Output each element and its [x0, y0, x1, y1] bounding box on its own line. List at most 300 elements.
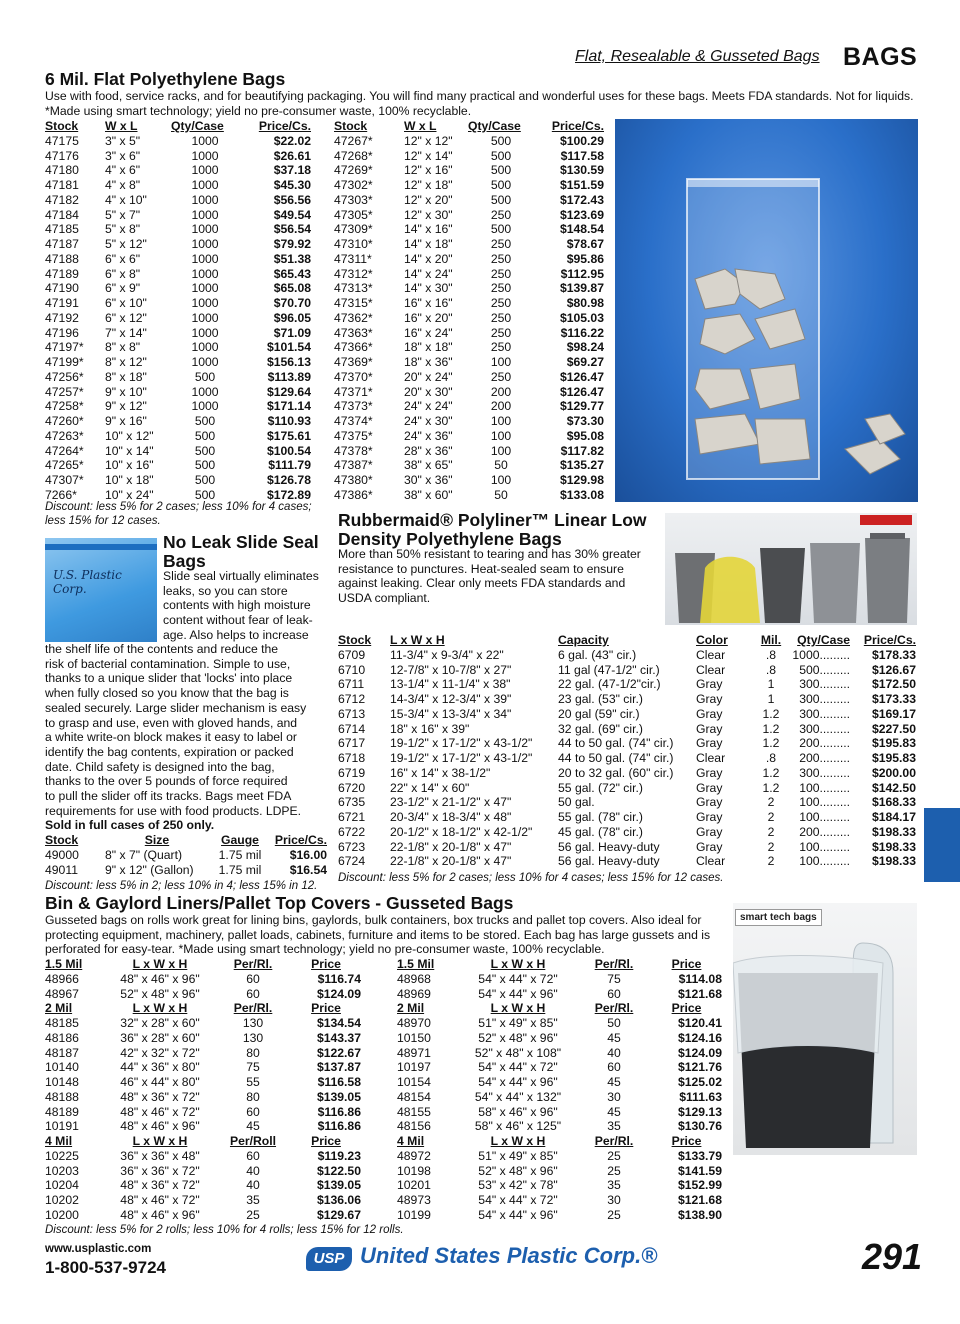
table-cell: 1.2 — [762, 780, 780, 795]
table-cell: 3" x 5" — [105, 133, 141, 148]
table-cell: 10" x 14" — [105, 443, 154, 458]
table-cell: $141.59 — [677, 1163, 722, 1178]
table-cell: 40 — [246, 1163, 260, 1178]
table-cell: $137.87 — [316, 1060, 361, 1075]
table-cell: 47375* — [334, 428, 373, 443]
table-cell: 50 — [494, 458, 508, 473]
table-cell: 32 gal. (69" cir.) — [558, 721, 643, 736]
trash-cans-illustration — [665, 513, 917, 625]
table-row — [397, 1193, 722, 1208]
table-cell: $125.02 — [677, 1075, 722, 1089]
table-cell: 47265* — [45, 458, 84, 473]
table-cell: 47199* — [45, 355, 84, 369]
table-cell: Gray — [696, 780, 723, 795]
rubbermaid-title-line1: Rubbermaid® Polyliner™ Linear Low — [338, 510, 647, 530]
table-cell: 2 — [767, 854, 775, 869]
table-row — [45, 149, 311, 164]
table-cell: 25 — [607, 1207, 621, 1222]
table-cell: 48" x 36" x 72" — [120, 1089, 200, 1104]
header-gauge: Gauge — [221, 833, 259, 847]
table-cell: 15-3/4" x 13-3/4" x 34" — [390, 706, 512, 721]
table-cell: 200 — [490, 399, 512, 414]
table-row — [334, 444, 604, 459]
smart-tech-label: smart tech bags — [735, 909, 822, 926]
table-cell: 48155 — [397, 1104, 431, 1119]
header-qty: Qty/Case — [797, 633, 850, 647]
table-cell: $114.08 — [678, 971, 722, 986]
table-cell: 16" x 14" x 38-1/2" — [390, 765, 491, 780]
table-cell: 47313* — [334, 281, 373, 296]
table-cell: 200......... — [799, 824, 850, 839]
description-line: Slide seal virtually eliminates — [163, 569, 319, 583]
table-cell: 80 — [246, 1089, 260, 1104]
table-cell: $101.54 — [266, 340, 311, 355]
table-row — [334, 311, 604, 326]
table-cell: $129.98 — [559, 473, 604, 487]
table-cell: 20" x 30" — [404, 384, 453, 399]
table-cell: $80.98 — [566, 296, 604, 310]
table-cell: $122.50 — [316, 1163, 361, 1178]
table-cell: 47363* — [334, 325, 373, 340]
table-cell: 200......... — [799, 736, 850, 751]
table-cell: 54" x 44" x 72" — [478, 971, 558, 986]
table-cell: 8" x 12" — [105, 355, 147, 369]
description-line: the shelf life of the contents and reduce the — [45, 642, 279, 656]
table-cell: 47366* — [334, 340, 373, 355]
table-cell: $152.99 — [677, 1178, 722, 1193]
table-cell: 12" x 16" — [404, 163, 453, 178]
table-cell: 500 — [194, 443, 216, 458]
table-row — [45, 163, 311, 178]
group-header-cell: L x W x H — [490, 1001, 546, 1016]
table-cell: 16" x 16" — [404, 296, 453, 310]
table-cell: $71.09 — [273, 325, 311, 340]
table-cell: 47369* — [334, 355, 373, 369]
table-cell: 1000 — [191, 133, 219, 148]
table-cell: 60 — [246, 1148, 260, 1163]
table-cell: 1000......... — [792, 647, 850, 662]
table-cell: 20 gal (59" cir.) — [558, 706, 640, 721]
table-cell: 250 — [490, 281, 512, 296]
table-cell: 10199 — [397, 1207, 431, 1222]
table-cell: 16" x 24" — [404, 325, 453, 340]
table-row — [45, 340, 311, 355]
table-cell: $169.17 — [871, 706, 916, 721]
header-price: Price/Cs. — [551, 119, 604, 133]
table-cell: 250 — [490, 207, 512, 222]
table-cell: 8" x 8" — [105, 340, 141, 355]
table-cell: 22-1/8" x 20-1/8" x 47" — [390, 854, 512, 869]
table-cell: 14" x 30" — [404, 281, 453, 296]
table-cell: 200 — [490, 384, 512, 399]
website-url[interactable]: www.usplastic.com — [45, 1243, 152, 1255]
table-row — [338, 722, 916, 737]
table-cell: 47258* — [45, 399, 84, 414]
liner-illustration — [733, 903, 917, 1155]
table-cell: $95.08 — [566, 428, 604, 443]
group-header-row — [397, 1001, 722, 1016]
table-row — [45, 385, 311, 400]
table-cell: $139.05 — [316, 1089, 361, 1104]
table-cell: 46" x 44" x 80" — [120, 1075, 200, 1089]
table-cell: 100......... — [799, 780, 850, 795]
table-cell: Clear — [696, 647, 726, 662]
table-cell: $148.54 — [559, 222, 604, 237]
table-cell: 60 — [246, 1104, 260, 1119]
header-stock: Stock — [45, 119, 79, 133]
slide-seal-table — [45, 833, 327, 877]
table-cell: 5" x 7" — [105, 207, 141, 222]
flat-bags-discount: Discount: less 5% for 2 cases; less 10% for 4 cases; less 15% for 12 cases. — [45, 501, 312, 527]
flat-bags-table-left — [45, 119, 311, 503]
table-cell: 6" x 10" — [105, 296, 147, 310]
table-cell: 1 — [767, 677, 775, 692]
trash-cans-image — [665, 513, 917, 625]
table-cell: 22 gal. (47-1/2"cir.) — [558, 677, 661, 692]
table-cell: .8 — [765, 751, 777, 765]
section-subtitle: Flat, Resealable & Gusseted Bags — [575, 48, 820, 65]
table-cell: 44 to 50 gal. (74" cir.) — [558, 736, 674, 751]
table-row — [45, 267, 311, 282]
table-cell: $51.38 — [273, 251, 311, 266]
table-cell: 60 — [246, 971, 260, 986]
table-cell: 10201 — [397, 1178, 431, 1193]
table-cell: $124.16 — [677, 1030, 722, 1045]
table-cell: $139.05 — [316, 1178, 361, 1193]
table-cell: $78.67 — [566, 237, 604, 251]
table-row — [338, 736, 916, 751]
table-cell: 47256* — [45, 369, 84, 384]
table-row — [397, 1031, 722, 1046]
rubbermaid-discount: Discount: less 5% for 2 cases; less 10% for 4 cases; less 15% for 12 cases. — [338, 872, 724, 884]
table-cell: $172.43 — [559, 192, 604, 207]
table-cell: 1.2 — [762, 721, 780, 736]
table-cell: Gray — [696, 810, 723, 824]
table-cell: 1 — [767, 692, 775, 706]
description-line: sealed securely. Large slider mechanism is easy — [45, 700, 307, 715]
table-cell: 47305* — [334, 207, 373, 222]
table-row — [338, 648, 916, 663]
table-cell: 130 — [242, 1030, 264, 1045]
table-cell: 42" x 32" x 72" — [120, 1045, 200, 1060]
table-cell: Gray — [696, 706, 723, 721]
table-cell: 6" x 8" — [105, 266, 141, 281]
table-row — [338, 840, 916, 855]
section-tab — [924, 808, 960, 882]
table-cell: 1000 — [191, 148, 219, 163]
table-cell: 1000 — [191, 178, 219, 192]
puzzle-bag-image — [615, 119, 918, 502]
table-cell: $200.00 — [871, 765, 916, 780]
table-cell: 13-1/4" x 11-1/4" x 38" — [390, 677, 511, 692]
table-cell: 500 — [490, 148, 512, 163]
table-cell: 47263* — [45, 428, 84, 443]
table-row — [397, 1149, 722, 1164]
group-header-cell: Price — [311, 1001, 341, 1016]
group-header-cell: L x W x H — [132, 957, 188, 971]
table-cell: 47176 — [45, 148, 79, 163]
table-cell: 47387* — [334, 458, 373, 473]
table-row — [45, 1208, 361, 1223]
table-cell: 6724 — [338, 854, 366, 869]
table-row — [334, 193, 604, 208]
description-line: to pull the slider off its tracks. Bags meet FDA — [45, 789, 292, 804]
table-cell: $65.43 — [273, 266, 311, 281]
table-cell: 51" x 49" x 85" — [478, 1148, 558, 1163]
table-cell: 16" x 20" — [404, 310, 453, 325]
table-cell: 6711 — [338, 677, 365, 692]
table-cell: $126.47 — [559, 384, 604, 399]
table-row — [45, 134, 311, 149]
table-row — [45, 281, 311, 296]
table-row — [338, 751, 916, 766]
table-cell: 36" x 36" x 72" — [120, 1163, 200, 1178]
table-cell: $178.33 — [871, 647, 916, 662]
table-row — [45, 1090, 361, 1105]
table-cell: 58" x 46" x 96" — [478, 1104, 558, 1119]
table-cell: $124.09 — [677, 1045, 722, 1060]
table-cell: $121.68 — [677, 986, 722, 1001]
table-cell: 12" x 14" — [404, 148, 453, 163]
table-cell: 47380* — [334, 473, 373, 487]
table-cell: 47189 — [45, 266, 79, 281]
table-cell: 47181 — [45, 178, 79, 192]
table-cell: 500 — [194, 487, 216, 502]
table-row — [45, 355, 311, 370]
table-cell: 10" x 12" — [105, 428, 154, 443]
table-cell: 14" x 24" — [404, 266, 453, 281]
table-cell: $116.74 — [317, 971, 361, 986]
table-cell: $56.56 — [273, 192, 311, 207]
table-cell: $227.50 — [871, 721, 916, 736]
table-cell: 55 gal. (78" cir.) — [558, 810, 643, 824]
table-cell: $135.27 — [559, 458, 604, 473]
table-cell: 1000 — [191, 310, 219, 325]
bag-label-text: U.S. Plastic Corp. — [53, 568, 122, 596]
table-cell: 100......... — [799, 810, 850, 824]
table-cell: 8" x 7" (Quart) — [105, 847, 183, 862]
table-cell: $168.33 — [871, 795, 916, 810]
table-row — [334, 473, 604, 488]
table-cell: 22-1/8" x 20-1/8" x 47" — [390, 839, 512, 854]
table-cell: $171.14 — [266, 399, 311, 414]
table-cell: 20 to 32 gal. (60" cir.) — [558, 765, 674, 780]
table-row — [334, 458, 604, 473]
table-cell: 48" x 46" x 72" — [120, 1104, 200, 1119]
table-cell: $49.54 — [273, 207, 311, 222]
table-cell: 500 — [194, 473, 216, 487]
table-cell: 12" x 20" — [404, 192, 453, 207]
table-row — [45, 863, 327, 878]
table-cell: 25 — [607, 1148, 621, 1163]
table-cell: 10198 — [397, 1163, 431, 1178]
table-row — [334, 385, 604, 400]
header-capacity: Capacity — [558, 633, 609, 647]
table-cell: 47267* — [334, 133, 373, 148]
table-cell: 6 gal. (43" cir.) — [558, 647, 637, 662]
table-cell: 75 — [607, 971, 621, 986]
table-cell: 100 — [490, 414, 512, 428]
header-qty: Qty/Case — [468, 119, 521, 133]
table-row — [338, 781, 916, 796]
table-cell: 6709 — [338, 647, 366, 662]
table-row — [397, 1178, 722, 1193]
table-header — [338, 633, 916, 648]
table-cell: $198.33 — [871, 854, 916, 869]
table-cell: $45.30 — [273, 178, 311, 192]
group-header-row — [45, 957, 361, 972]
table-cell: 12" x 30" — [404, 207, 453, 222]
table-cell: 500 — [490, 133, 512, 148]
table-row — [338, 825, 916, 840]
table-cell: 53" x 42" x 78" — [478, 1178, 558, 1193]
table-cell: 2 — [767, 795, 775, 810]
table-cell: $111.79 — [268, 458, 311, 473]
table-cell: 48154 — [397, 1089, 431, 1104]
table-cell: $100.29 — [559, 133, 604, 148]
header-price: Price/Cs. — [863, 633, 916, 647]
table-row — [338, 854, 916, 869]
table-cell: 5" x 8" — [105, 222, 141, 237]
table-cell: 500 — [490, 222, 512, 237]
table-cell: 48967 — [45, 986, 79, 1001]
header-mil: Mil. — [760, 633, 782, 647]
table-cell: 250 — [490, 296, 512, 310]
table-cell: 500......... — [799, 662, 850, 677]
table-cell: 1000 — [191, 207, 219, 222]
table-row — [45, 1046, 361, 1061]
description-line: a white write-on block makes it easy to label or — [45, 730, 297, 745]
table-cell: 48970 — [397, 1016, 431, 1030]
table-row — [45, 1075, 361, 1090]
table-cell: 19-1/2" x 17-1/2" x 43-1/2" — [390, 736, 533, 751]
table-cell: 2 — [767, 839, 775, 854]
table-cell: 12" x 12" — [404, 133, 453, 148]
table-cell: 52" x 48" x 108" — [474, 1045, 562, 1060]
table-cell: 250 — [490, 310, 512, 325]
group-header-cell: L x W x H — [132, 1001, 188, 1016]
table-cell: 32" x 28" x 60" — [120, 1016, 200, 1030]
table-cell: 100......... — [799, 854, 850, 869]
table-cell: 47269* — [334, 163, 373, 178]
table-cell: 50 — [494, 487, 508, 502]
table-row — [45, 252, 311, 267]
gaylord-discount: Discount: less 5% for 2 rolls; less 10% for 4 rolls; less 15% for 12 rolls. — [45, 1224, 404, 1236]
table-row — [334, 414, 604, 429]
slide-seal-title — [163, 533, 319, 571]
table-cell: $116.22 — [560, 325, 604, 340]
flat-bags-description: Use with food, service racks, and for beautifying packaging. You will find many practical and wonderful uses for these bags. Meets FDA standards. Not for liquids. *Made using smart technology; yield no pre-consumer waste, 100% recyclable. — [45, 89, 914, 118]
table-row — [397, 987, 722, 1002]
table-cell: $37.18 — [273, 163, 311, 178]
table-row — [397, 1016, 722, 1031]
table-cell: 3" x 6" — [105, 148, 141, 163]
table-cell: $123.69 — [559, 207, 604, 222]
table-row — [397, 1208, 722, 1223]
table-row — [334, 340, 604, 355]
table-row — [45, 1060, 361, 1075]
table-cell: 75 — [246, 1060, 260, 1075]
table-row — [334, 296, 604, 311]
table-cell: 48" x 46" x 72" — [120, 1193, 200, 1207]
table-cell: $69.27 — [566, 355, 604, 369]
table-cell: Gray — [696, 824, 723, 839]
table-cell: 52" x 48" x 96" — [478, 1030, 558, 1045]
table-cell: 48966 — [45, 971, 79, 986]
table-cell: 10" x 24" — [105, 487, 154, 502]
table-cell: $129.64 — [266, 384, 311, 399]
table-row — [45, 178, 311, 193]
table-row — [334, 163, 604, 178]
table-row — [338, 795, 916, 810]
table-row — [334, 134, 604, 149]
table-row — [334, 429, 604, 444]
table-cell: 500 — [194, 428, 216, 443]
table-row — [397, 1075, 722, 1090]
table-cell: $112.95 — [560, 266, 604, 281]
slider-track — [45, 544, 157, 550]
table-cell: 30 — [607, 1193, 621, 1207]
table-cell: 300......... — [799, 721, 850, 736]
table-cell: 40 — [607, 1045, 621, 1060]
table-cell: 14" x 16" — [404, 222, 453, 237]
table-cell: 38" x 60" — [404, 487, 453, 502]
table-row — [45, 444, 311, 459]
group-header-cell: Price — [671, 1001, 702, 1016]
table-cell: 6" x 6" — [105, 251, 141, 266]
table-cell: 100......... — [799, 795, 850, 810]
table-cell: $96.05 — [273, 310, 311, 325]
table-row — [397, 1060, 722, 1075]
table-cell: 200......... — [799, 751, 850, 765]
table-row — [45, 1164, 361, 1179]
rubbermaid-description: More than 50% resistant to tearing and has 30% greater resistance to punctures. Heat-sealed seam to ensure against leaking. Clear only meets FDA standards and USDA compliant. — [338, 547, 641, 606]
table-row — [338, 692, 916, 707]
table-cell: 10200 — [45, 1207, 79, 1222]
table-cell: 60 — [607, 986, 621, 1001]
table-cell: 48" x 36" x 72" — [120, 1178, 200, 1193]
table-cell: 47184 — [45, 207, 79, 222]
table-cell: $111.63 — [679, 1089, 722, 1104]
table-cell: $172.50 — [871, 677, 916, 692]
company-name: United States Plastic Corp.® — [360, 1243, 658, 1268]
table-cell: 48156 — [397, 1119, 431, 1134]
table-cell: 47373* — [334, 399, 373, 414]
gaylord-description: Gusseted bags on rolls work great for lining bins, gaylords, bulk containers, box trucks and pallet top covers. Also ideal for protecting equipment, machinery, pallet loads, cabinets, furniture and items to be stored. Each bag has large gussets and is perforated for easy-tear. *Made using smart technology; yield no pre-consumer waste, 100% recyclable. — [45, 913, 711, 957]
table-cell: $151.59 — [559, 178, 604, 192]
table-cell: 10" x 18" — [105, 473, 154, 487]
table-cell: 20-1/2" x 18-1/2" x 42-1/2" — [390, 824, 533, 839]
table-row — [45, 193, 311, 208]
table-cell: 48973 — [397, 1193, 431, 1207]
table-row — [334, 370, 604, 385]
table-cell: 30" x 36" — [404, 473, 453, 487]
table-cell: 47374* — [334, 414, 373, 428]
table-cell: 9" x 12" — [105, 399, 147, 414]
table-cell: 47196 — [45, 325, 79, 340]
table-cell: 1000 — [191, 222, 219, 237]
table-cell: 10" x 16" — [105, 458, 154, 473]
table-cell: 52" x 48" x 96" — [120, 986, 200, 1001]
table-cell: 47307* — [45, 473, 84, 487]
table-cell: 130 — [242, 1016, 264, 1030]
gaylord-title: Bin & Gaylord Liners/Pallet Top Covers - Gusseted Bags — [45, 893, 514, 913]
table-row — [334, 149, 604, 164]
table-cell: $139.87 — [559, 281, 604, 296]
table-cell: 11 gal (47-1/2" cir.) — [558, 662, 660, 677]
table-row — [334, 488, 604, 503]
flat-bags-title: 6 Mil. Flat Polyethylene Bags — [45, 69, 286, 89]
